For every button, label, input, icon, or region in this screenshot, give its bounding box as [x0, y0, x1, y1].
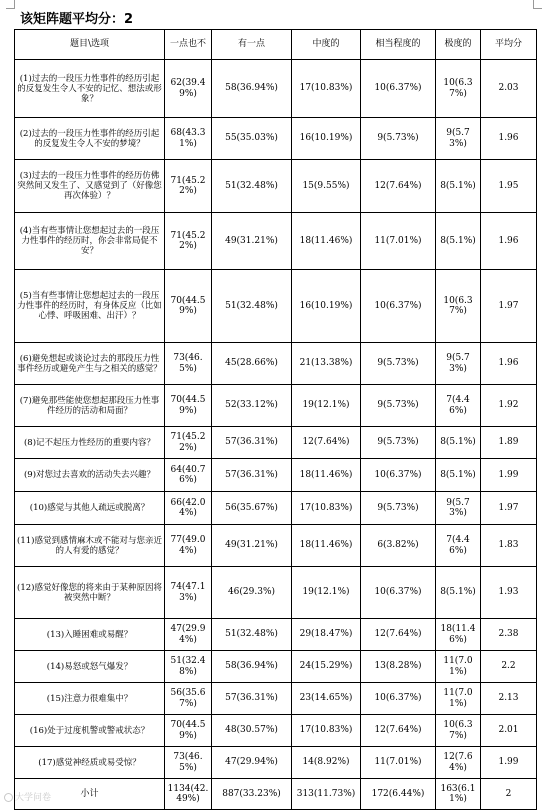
page-title: 该矩阵题平均分：2 — [20, 12, 134, 27]
option-count-cell: 8(5.1%) — [436, 160, 481, 213]
average-cell: 1.97 — [481, 270, 537, 343]
question-cell: (11)感觉到感情麻木或不能对与您亲近的人有爱的感觉？ — [15, 525, 165, 567]
question-cell: (1)过去的一段压力性事件的经历引起的反复发生令人不安的记忆、想法或形象？ — [15, 60, 165, 118]
option-count-cell: 47(29.94%) — [165, 619, 212, 651]
option-count-cell: 19(12.1%) — [292, 385, 361, 427]
option-count-cell: 11(7.01%) — [361, 747, 436, 779]
option-count-cell: 47(29.94%) — [212, 747, 292, 779]
option-count-cell: 70(44.59%) — [165, 270, 212, 343]
option-count-cell: 64(40.76%) — [165, 459, 212, 492]
total-label: 小计 — [15, 779, 165, 810]
option-count-cell: 73(46.5%) — [165, 747, 212, 779]
average-cell: 1.99 — [481, 747, 537, 779]
option-count-cell: 13(8.28%) — [361, 651, 436, 683]
option-count-cell: 58(36.94%) — [212, 651, 292, 683]
header-a-little: 有一点 — [212, 30, 292, 60]
table-row — [15, 343, 537, 385]
option-count-cell: 15(9.55%) — [292, 160, 361, 213]
option-count-cell: 73(46.5%) — [165, 343, 212, 385]
total-count-cell: 887(33.23%) — [212, 779, 292, 810]
option-count-cell: 8(5.1%) — [436, 427, 481, 459]
average-cell: 1.97 — [481, 492, 537, 525]
option-count-cell: 9(5.73%) — [436, 343, 481, 385]
option-count-cell: 49(31.21%) — [212, 213, 292, 270]
option-count-cell: 57(36.31%) — [212, 683, 292, 715]
total-average-cell: 2 — [481, 779, 537, 810]
option-count-cell: 71(45.22%) — [165, 160, 212, 213]
option-count-cell: 17(10.83%) — [292, 492, 361, 525]
option-count-cell: 14(8.92%) — [292, 747, 361, 779]
average-cell: 1.95 — [481, 160, 537, 213]
option-count-cell: 74(47.13%) — [165, 567, 212, 619]
table-row — [15, 619, 537, 651]
question-cell: (15)注意力很难集中？ — [15, 683, 165, 715]
average-cell: 2.38 — [481, 619, 537, 651]
option-count-cell: 70(44.59%) — [165, 715, 212, 747]
option-count-cell: 56(35.67%) — [212, 492, 292, 525]
table-row — [15, 525, 537, 567]
option-count-cell: 9(5.73%) — [361, 385, 436, 427]
page-corner-mark — [6, 0, 15, 9]
option-count-cell: 29(18.47%) — [292, 619, 361, 651]
option-count-cell: 18(11.46%) — [436, 619, 481, 651]
option-count-cell: 8(5.1%) — [436, 213, 481, 270]
option-count-cell: 68(43.31%) — [165, 118, 212, 160]
average-cell: 2.13 — [481, 683, 537, 715]
total-count-cell: 163(6.11%) — [436, 779, 481, 810]
question-cell: (14)易怒或怒气爆发？ — [15, 651, 165, 683]
page-corner-mark — [533, 0, 542, 9]
option-count-cell: 12(7.64%) — [292, 427, 361, 459]
average-cell: 1.93 — [481, 567, 537, 619]
average-cell: 1.92 — [481, 385, 537, 427]
option-count-cell: 12(7.64%) — [361, 715, 436, 747]
question-cell: (8)记不起压力性经历的重要内容？ — [15, 427, 165, 459]
option-count-cell: 21(13.38%) — [292, 343, 361, 385]
option-count-cell: 9(5.73%) — [361, 343, 436, 385]
table-row — [15, 213, 537, 270]
watermark — [4, 790, 51, 803]
average-cell: 1.89 — [481, 427, 537, 459]
option-count-cell: 10(6.37%) — [361, 60, 436, 118]
question-cell: (9)对您过去喜欢的活动失去兴趣？ — [15, 459, 165, 492]
option-count-cell: 9(5.73%) — [361, 118, 436, 160]
watermark-text: 大学问卷 — [15, 793, 52, 803]
table-row — [15, 118, 537, 160]
question-cell: (12)感觉好像您的将来由于某种原因将被突然中断？ — [15, 567, 165, 619]
option-count-cell: 8(5.1%) — [436, 567, 481, 619]
option-count-cell: 57(36.31%) — [212, 427, 292, 459]
option-count-cell: 18(11.46%) — [292, 525, 361, 567]
option-count-cell: 11(7.01%) — [361, 213, 436, 270]
option-count-cell: 12(7.64%) — [436, 747, 481, 779]
header-average: 平均分 — [481, 30, 537, 60]
average-cell: 1.99 — [481, 459, 537, 492]
option-count-cell: 66(42.04%) — [165, 492, 212, 525]
option-count-cell: 9(5.73%) — [361, 427, 436, 459]
option-count-cell: 18(11.46%) — [292, 459, 361, 492]
option-count-cell: 6(3.82%) — [361, 525, 436, 567]
total-count-cell: 313(11.73%) — [292, 779, 361, 810]
table-row — [15, 160, 537, 213]
option-count-cell: 11(7.01%) — [436, 683, 481, 715]
option-count-cell: 7(4.46%) — [436, 385, 481, 427]
question-cell: (3)过去的一段压力性事件的经历仿佛突然间又发生了、又感觉到了（好像您再次体验）？ — [15, 160, 165, 213]
table-row — [15, 715, 537, 747]
option-count-cell: 9(5.73%) — [436, 492, 481, 525]
option-count-cell: 10(6.37%) — [361, 459, 436, 492]
option-count-cell: 51(32.48%) — [212, 619, 292, 651]
option-count-cell: 16(10.19%) — [292, 270, 361, 343]
option-count-cell: 18(11.46%) — [292, 213, 361, 270]
option-count-cell: 71(45.22%) — [165, 427, 212, 459]
table-header-row — [15, 30, 537, 60]
total-row — [15, 779, 537, 810]
option-count-cell: 9(5.73%) — [361, 492, 436, 525]
option-count-cell: 24(15.29%) — [292, 651, 361, 683]
average-cell: 1.96 — [481, 343, 537, 385]
option-count-cell: 8(5.1%) — [436, 459, 481, 492]
matrix-results-table — [14, 29, 537, 810]
average-cell: 1.96 — [481, 213, 537, 270]
header-question: 题目\选项 — [15, 30, 165, 60]
average-cell: 2.2 — [481, 651, 537, 683]
header-quite-a-bit: 相当程度的 — [361, 30, 436, 60]
question-cell: (5)当有些事情让您想起过去的一段压力性事件的经历时，有身体反应（比如心悸、呼吸困难、出汗）？ — [15, 270, 165, 343]
option-count-cell: 7(4.46%) — [436, 525, 481, 567]
table-row — [15, 427, 537, 459]
question-cell: (7)避免那些能使您想起那段压力性事件经历的活动和局面？ — [15, 385, 165, 427]
option-count-cell: 71(45.22%) — [165, 213, 212, 270]
total-count-cell: 1134(42.49%) — [165, 779, 212, 810]
option-count-cell: 11(7.01%) — [436, 651, 481, 683]
option-count-cell: 70(44.59%) — [165, 385, 212, 427]
average-cell: 2.01 — [481, 715, 537, 747]
option-count-cell: 16(10.19%) — [292, 118, 361, 160]
option-count-cell: 12(7.64%) — [361, 160, 436, 213]
option-count-cell: 19(12.1%) — [292, 567, 361, 619]
question-cell: (4)当有些事情让您想起过去的一段压力性事件的经历时，你会非常局促不安？ — [15, 213, 165, 270]
option-count-cell: 51(32.48%) — [212, 270, 292, 343]
option-count-cell: 45(28.66%) — [212, 343, 292, 385]
table-row — [15, 270, 537, 343]
option-count-cell: 10(6.37%) — [436, 715, 481, 747]
table-row — [15, 385, 537, 427]
option-count-cell: 55(35.03%) — [212, 118, 292, 160]
total-count-cell: 172(6.44%) — [361, 779, 436, 810]
option-count-cell: 23(14.65%) — [292, 683, 361, 715]
option-count-cell: 51(32.48%) — [165, 651, 212, 683]
header-not-at-all: 一点也不 — [165, 30, 212, 60]
average-cell: 2.03 — [481, 60, 537, 118]
option-count-cell: 10(6.37%) — [361, 567, 436, 619]
table-row — [15, 567, 537, 619]
option-count-cell: 48(30.57%) — [212, 715, 292, 747]
question-cell: (17)感觉神经质或易受惊？ — [15, 747, 165, 779]
option-count-cell: 62(39.49%) — [165, 60, 212, 118]
question-cell: (6)避免想起或谈论过去的那段压力性事件经历或避免产生与之相关的感觉？ — [15, 343, 165, 385]
watermark-logo-icon — [4, 793, 13, 802]
option-count-cell: 58(36.94%) — [212, 60, 292, 118]
option-count-cell: 51(32.48%) — [212, 160, 292, 213]
option-count-cell: 17(10.83%) — [292, 715, 361, 747]
option-count-cell: 77(49.04%) — [165, 525, 212, 567]
option-count-cell: 17(10.83%) — [292, 60, 361, 118]
option-count-cell: 49(31.21%) — [212, 525, 292, 567]
option-count-cell: 56(35.67%) — [165, 683, 212, 715]
option-count-cell: 10(6.37%) — [436, 270, 481, 343]
table-row — [15, 60, 537, 118]
option-count-cell: 46(29.3%) — [212, 567, 292, 619]
header-extremely: 极度的 — [436, 30, 481, 60]
table-row — [15, 651, 537, 683]
table-row — [15, 747, 537, 779]
option-count-cell: 9(5.73%) — [436, 118, 481, 160]
table-row — [15, 492, 537, 525]
table-row — [15, 459, 537, 492]
question-cell: (16)处于过度机警或警戒状态？ — [15, 715, 165, 747]
header-moderate: 中度的 — [292, 30, 361, 60]
question-cell: (2)过去的一段压力性事件的经历引起的反复发生令人不安的梦境？ — [15, 118, 165, 160]
option-count-cell: 10(6.37%) — [436, 60, 481, 118]
option-count-cell: 57(36.31%) — [212, 459, 292, 492]
option-count-cell: 10(6.37%) — [361, 683, 436, 715]
average-cell: 1.96 — [481, 118, 537, 160]
option-count-cell: 12(7.64%) — [361, 619, 436, 651]
question-cell: (10)感觉与其他人疏远或脱离？ — [15, 492, 165, 525]
option-count-cell: 10(6.37%) — [361, 270, 436, 343]
option-count-cell: 52(33.12%) — [212, 385, 292, 427]
question-cell: (13)入睡困难或易醒？ — [15, 619, 165, 651]
average-cell: 1.83 — [481, 525, 537, 567]
table-row — [15, 683, 537, 715]
